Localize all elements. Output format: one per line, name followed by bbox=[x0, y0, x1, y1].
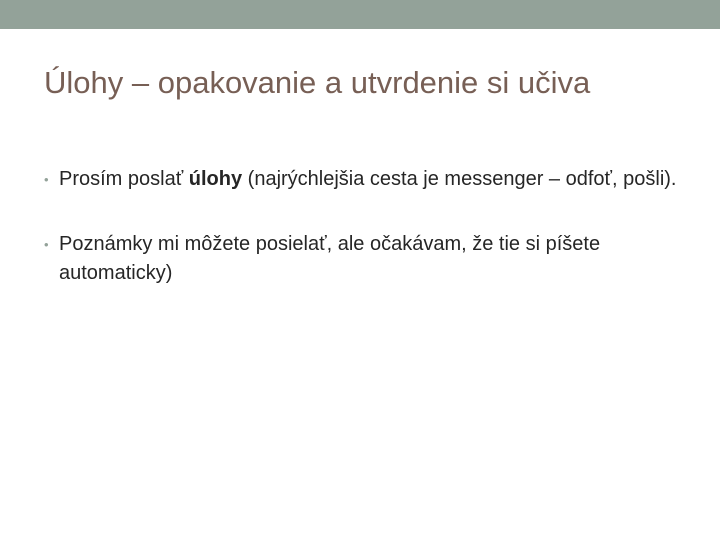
bullet-icon: • bbox=[44, 172, 49, 187]
bullet-1-text-before: Prosím poslať bbox=[59, 168, 189, 190]
bullet-list bbox=[44, 165, 684, 288]
bullet-icon: • bbox=[44, 237, 49, 252]
bullet-1-bold-text: úlohy bbox=[188, 168, 243, 190]
bullet-1-text-after: (najrýchlejšia cesta je messenger – odfoť, pošli). bbox=[242, 168, 677, 190]
bullet-2-text: Poznámky mi môžete posielať, ale očakávam, že tie si píšete automaticky) bbox=[59, 233, 601, 284]
top-accent-band bbox=[0, 0, 720, 29]
bullet-item-2 bbox=[44, 230, 684, 288]
bullet-item-1 bbox=[44, 165, 684, 194]
slide-title: Úlohy – opakovanie a utvrdenie si učiva bbox=[44, 65, 591, 100]
